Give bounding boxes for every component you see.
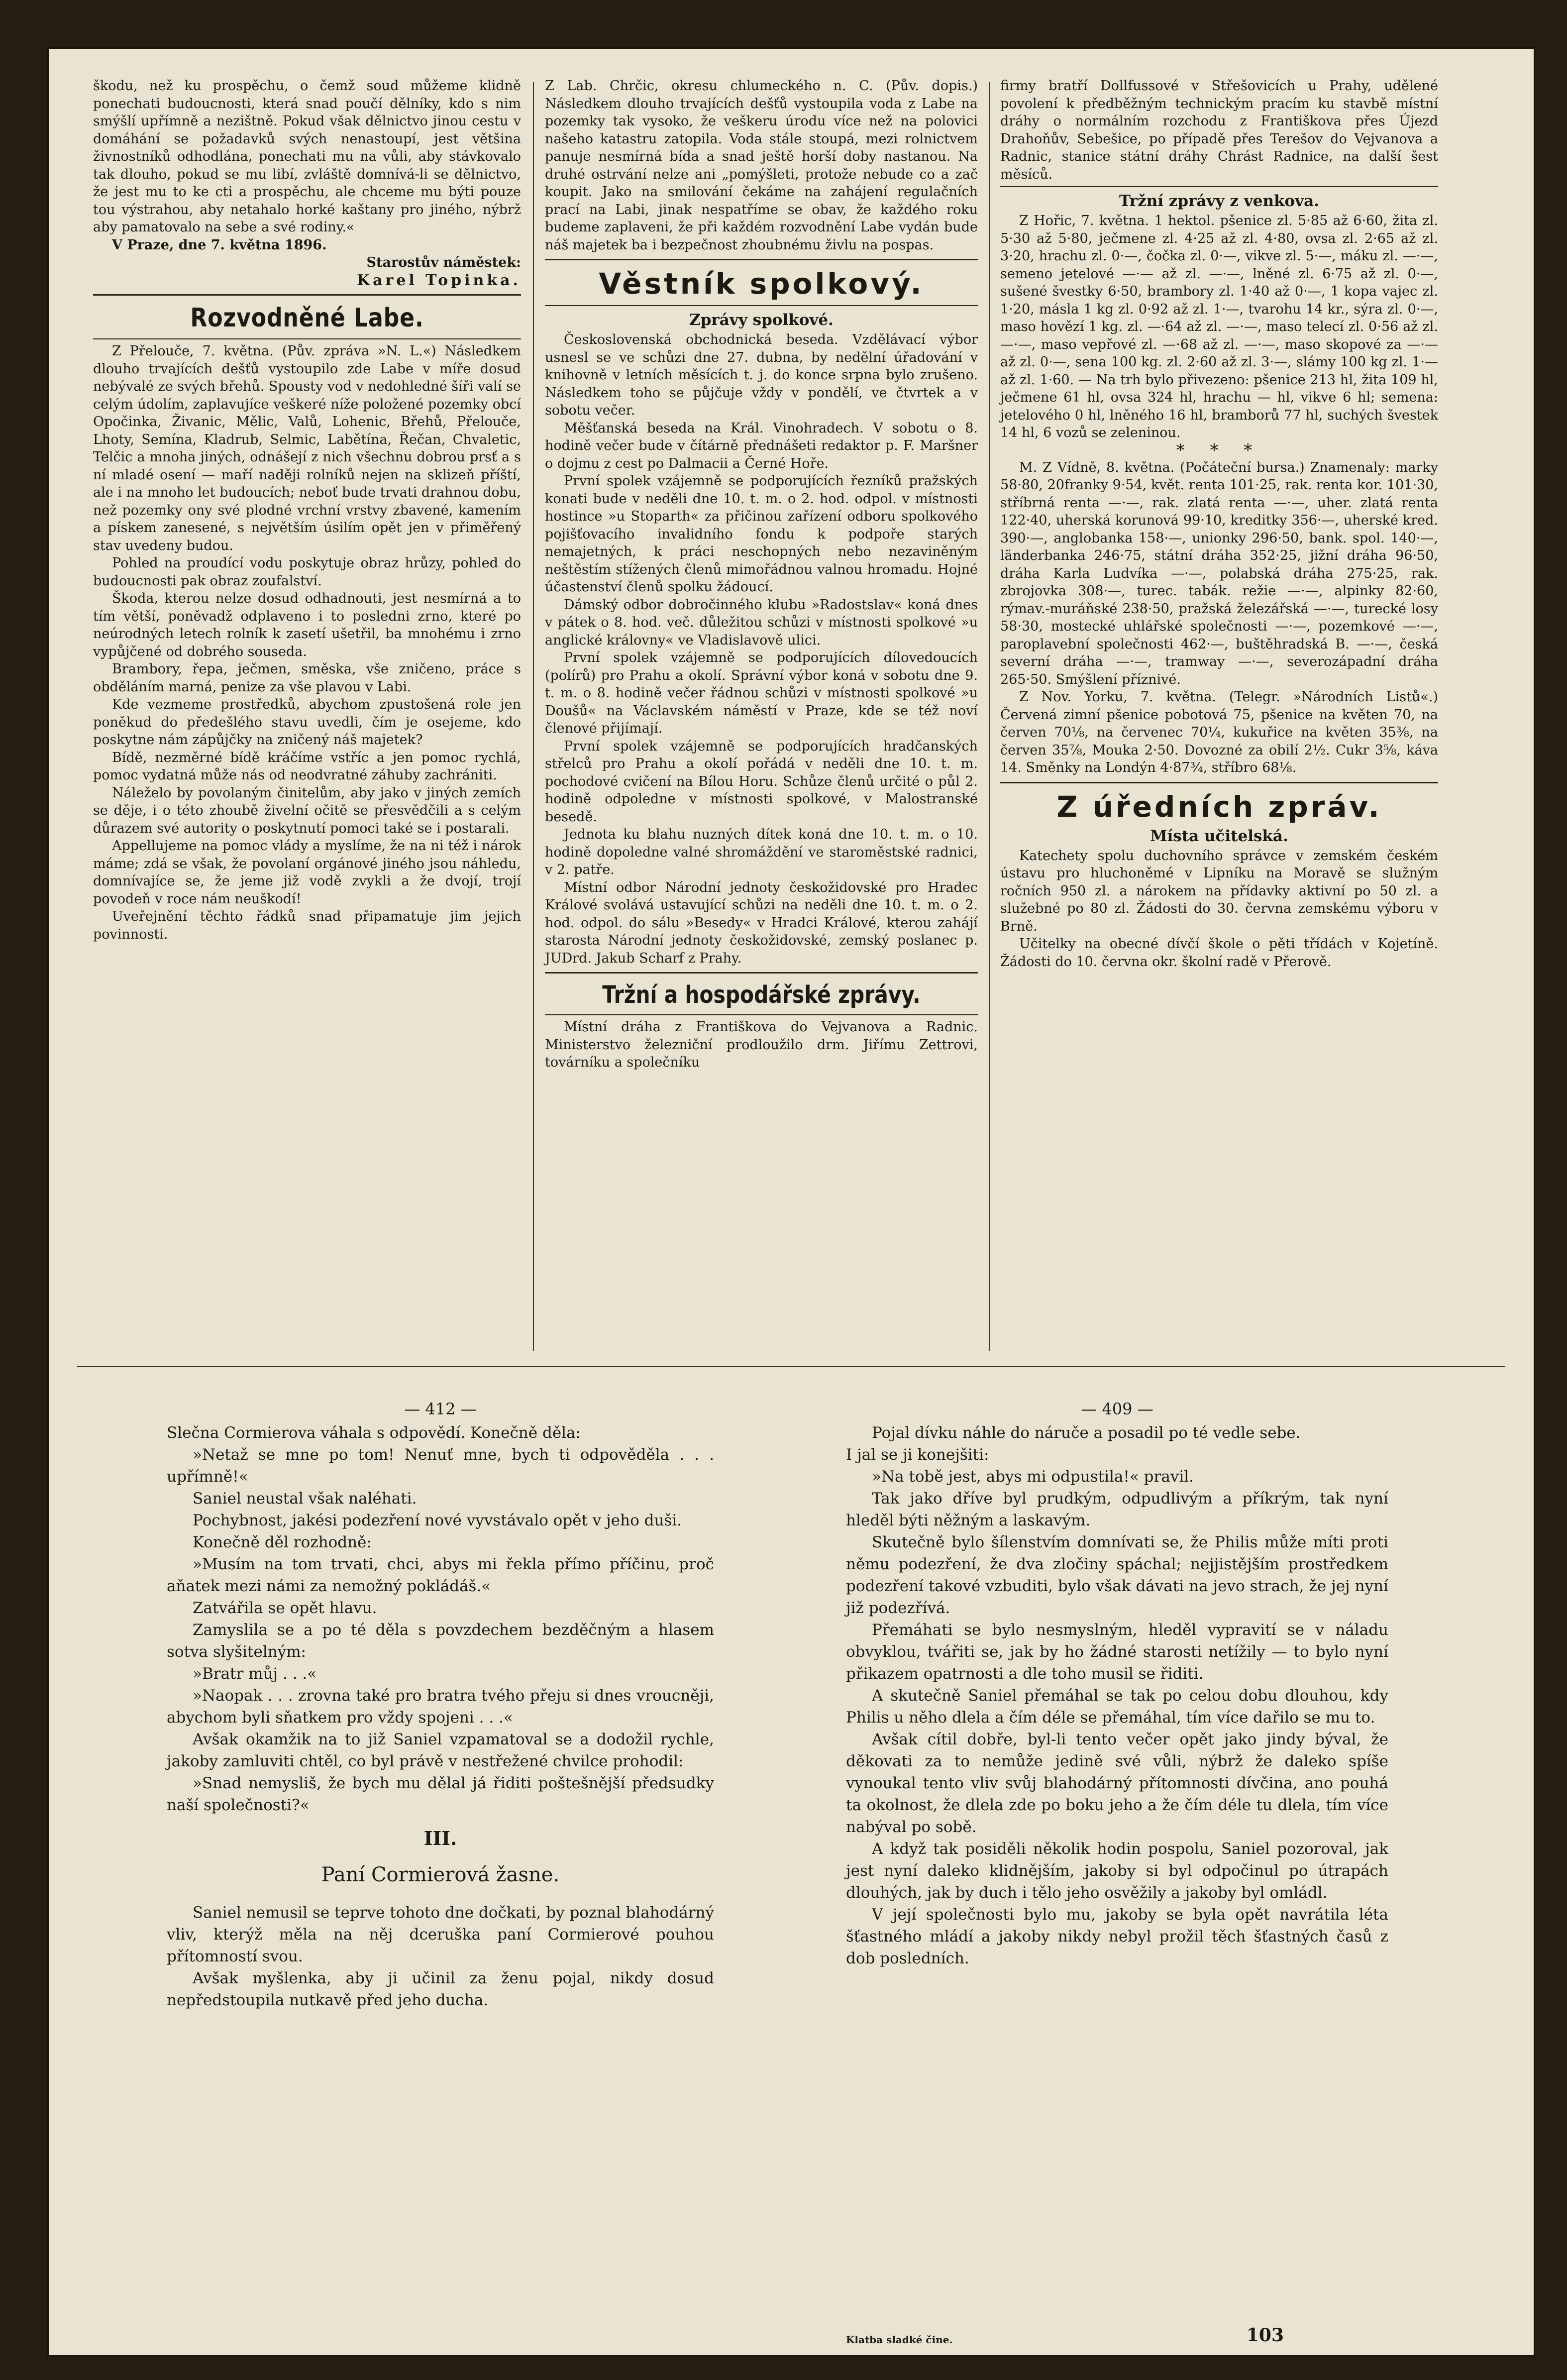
book-text <box>167 1422 714 1816</box>
paragraph: Učitelky na obecné dívčí škole o pěti třídách v Kojetíně. Žádosti do 10. června okr. školní radě v Přerově. <box>1000 936 1438 970</box>
article-body <box>1000 847 1438 971</box>
signature-title: Starostův náměstek: <box>366 255 521 270</box>
news-column-2 <box>545 77 978 1072</box>
page-footer <box>846 2325 1388 2346</box>
divider <box>545 305 978 306</box>
subsection-heading: Zprávy spolkové. <box>689 311 834 329</box>
paragraph: Pochybnost, jakési podezření nové vyvstávalo opět v jeho duši. <box>193 1512 682 1529</box>
paragraph: »Na tobě jest, abys mi odpustila!« pravil. <box>872 1468 1194 1486</box>
paragraph: Pohled na proudící vodu poskytuje obraz hrůzy, pohled do budoucnosti pak obraz zoufalství. <box>93 555 521 589</box>
column-rule <box>533 82 534 1351</box>
paragraph: Měšťanská beseda na Král. Vinohradech. V sobotu o 8. hodině večer bude v čítárně přednášeti redaktor p. F. Maršner o dojmu z cest po Dalmacii a Černé Hoře. <box>545 420 978 471</box>
paragraph: A když tak posiděli několik hodin pospolu, Saniel pozoroval, jak jest nyní daleko klidnějším, jakoby si byl odpočinul po útrapách dlouhých, jak by duch i tělo jeho osvěžily a jakoby byl omládl. <box>846 1840 1388 1902</box>
page-number: — 412 — <box>404 1400 477 1418</box>
news-paragraph: Místní dráha z Františkova do Vejvanova a Radnic. Ministerstvo železniční prodloužilo drm. Jiřímu Zettrovi, továrníku a společníku <box>545 1019 978 1070</box>
paragraph: Appellujeme na pomoc vlády a myslíme, že na ni též i nárok máme; zdá se však, že povolaní orgánové jiného jsou náhledu, domnívajíce se, že jeme již vodě zvykli a že dvojí, trojí povodeň v roce nám neuškodí! <box>93 838 521 907</box>
subsection-heading: Tržní zprávy z venkova. <box>1119 192 1320 210</box>
paragraph: »Netaž se mne po tom! Nenuť mne, bych ti odpověděla . . . upřímně!« <box>167 1446 714 1486</box>
dateline: V Praze, dne 7. května 1896. <box>112 237 327 253</box>
paragraph: »Naopak . . . zrovna také pro bratra tvého přeju si dnes vroucněji, abychom byli sňatkem pro vždy spojeni . . .« <box>167 1687 714 1727</box>
paragraph: Brambory, řepa, ječmen, směska, vše zničeno, práce s obděláním marná, penize za vše plavou v Labi. <box>93 661 521 695</box>
paragraph: První spolek vzájemně se podporujících řezníků pražských konati bude v neděli dne 10. t. m. o 2. hod. odpol. v místnosti hostince »u Stoparth« za přičinou zařízení odboru spolkového pojišťovacího invalidního fondu k podpoře starých nemajetných, k práci neschopných nebo nezaviněným neštěstím stížených členů mimořádnou valnou hromadu. Hojné účastenství členů spolku žádoucí. <box>545 473 978 595</box>
paragraph: Avšak myšlenka, aby ji učinil za ženu pojal, nikdy dosud nepředstoupila nutkavě před jeho ducha. <box>167 1969 714 2009</box>
chapter-title: Paní Cormierová žasne. <box>321 1863 560 1886</box>
article-heading: Rozvodněné Labe. <box>190 303 424 333</box>
paragraph: Tak jako dříve byl prudkým, odpudlivým a příkrým, tak nyní hleděl býti něžným a laskavým. <box>846 1490 1388 1529</box>
paragraph: Zatvářila se opět hlavu. <box>193 1599 377 1617</box>
news-column-1 <box>93 77 521 943</box>
article-body <box>545 331 978 967</box>
paragraph: Místní odbor Národní jednoty českožidovské pro Hradec Králové svolává ustavující schůzi na neděli dne 10. t. m. o 2. hod. odpol. do sálu »Besedy« v Hradci Králové, kterou zahájí starosta Národní jednoty českožidovské, zemský poslanec p. JUDrd. Jakub Scharf z Prahy. <box>545 879 978 966</box>
divider <box>545 972 978 974</box>
news-paragraph: škodu, než ku prospěchu, o čemž soud můžeme klidně ponechati budoucnosti, která snad poučí dělníky, kdo s nim smýšlí upřímně a nezištně. Pokud však dělnictvo jinou cestu v domáhání se požadavků svých nenastoupí, jest většina živnostníků odhodlána, ponechati mu na vůli, aby stávkovalo tak dlouho, pokud se mu libí, zvláště domnívá-li se dělnictvo, že jest mu to ke cti a prospěchu, ale chceme mu býti pouze tou výstrahou, aby netahalo horké kaštany pro jiného, nýbrž aby pamatovalo na sebe a své rodiny.« <box>93 78 521 235</box>
divider <box>545 1014 978 1015</box>
section-separator: * * * <box>1176 440 1262 460</box>
paragraph: Bídě, nezměrné bídě kráčíme vstříc a jen pomoc rychlá, pomoc vydatná může nás od neodvratné záhuby zachrániti. <box>93 750 521 783</box>
book-page-left <box>167 1396 714 2011</box>
divider <box>1000 186 1438 187</box>
divider <box>93 338 521 339</box>
paragraph: I jal se ji konejšiti: <box>846 1446 989 1464</box>
paragraph: Z Hořic, 7. května. 1 hektol. pšenice zl. 5·85 až 6·60, žita zl. 5·30 až 5·80, ječmene zl. 4·25 až zl. 4·80, ovsa zl. 2·65 až zl. 3·20, hrachu zl. 0·—, čočka zl. 0·—, vikve zl. 5·—, máku zl. —·—, semeno jetelové —·— až zl. —·—, lněné zl. 6·75 až zl. 0·—, sušené švestky 6·50, brambory zl. 1·40 až 0·—, 1 kopa vajec zl. 1·20, másla 1 kg zl. 0·92 až zl. 1·—, tvarohu 14 kr., sýra zl. 0·—, maso hovězí 1 kg. zl. —·64 až zl. —·—, maso telecí zl. 0·56 až zl. —·—, maso vepřové zl. —·68 až zl. —·—, maso skopové za —·— až zl. 0·—, sena 100 kg. zl. 2·60 až zl. 3·—, slámy 100 kg zl. 1·— až zl. 1·60. — Na trh bylo přivezeno: pšenice 213 hl, žita 109 hl, ječmene 61 hl, ovsa 324 hl, hrachu — hl, vikve 6 hl; semena: jetelového 0 hl, lněného 16 hl, bramborů 77 hl, suchých švestek 14 hl, 6 vozů se zeleninou. <box>1000 213 1438 440</box>
paragraph: V její společnosti bylo mu, jakoby se byla opět navrátila léta šťastného mládí a jakoby nikdy nebyl prožil těch šťastných časů z dob posledních. <box>846 1906 1388 1967</box>
fold-divider <box>77 1366 1505 1367</box>
paragraph: »Bratr můj . . .« <box>193 1665 317 1683</box>
paragraph: Škoda, kterou nelze dosud odhadnouti, jest nesmírná a to tím větší, poněvadž odplaveno i to posledni zrno, které po neúrodných letech rolník k zasetí ušetřil, ba mnohému i zrno vypůjčené od dobrého souseda. <box>93 591 521 659</box>
paragraph: Konečně děl rozhodně: <box>193 1533 372 1551</box>
news-paragraph: M. Z Vídně, 8. května. (Počáteční bursa.) Znamenaly: marky 58·80, 20franky 9·54, květ. renta 101·25, rak. renta kor. 101·30, stříbrná renta —·—, rak. zlatá renta —·—, uher. zlatá renta 122·40, uherská korunová 99·10, kreditky 356·—, uherské kred. 390·—, anglobanka 158·—, unionky 296·50, bank. spol. 140·—, länderbanka 246·75, státní dráha 352·25, jižní dráha 96·50, dráha Karla Ludvíka —·—, polabská dráha 275·25, rak. zbrojovka 308·—, turec. tabák. režie —·—, alpinky 82·60, rýmav.-muráňské 238·50, pražská železářská —·—, turecké losy 58·30, mostecké uhlářské společnosti —·—, pozemkové —·—, paroplavební společnosti 462·—, buštěhradská B. —·—, česká severní dráha —·—, tramway —·—, severozápadní dráha 265·50. Smýšlení příznivé. <box>1000 459 1438 687</box>
paragraph: Skutečně bylo šílenstvím domnívati se, že Philis může míti proti němu podezření, že dva zločiny spáchal; nejjistějším prostředkem podezření takové vzbuditi, bylo však dávati na jevo strach, že jej nyní již podezřívá. <box>846 1533 1388 1617</box>
printer-signature: Klatba sladké čine. <box>846 2334 953 2346</box>
article-body <box>93 342 521 943</box>
paragraph: »Snad nemysliš, že bych mu dělal já řiditi poštešnější předsudky naší společnosti?« <box>167 1774 714 1814</box>
news-paragraph: Z Lab. Chrčic, okresu chlumeckého n. C. (Pův. dopis.) Následkem dlouho trvajících dešťů vystoupila voda z Labe na pozemky tak vysoko, že veškeru úrodu více než na polovici našeho katastru zatopila. Voda stále stoupá, mezi rolnictvem panuje nesmírná bída a snad ještě horší doby nastanou. Na druhé ostrvání nelze ani „pomýšleti, protože nebude co a zač koupit. Jako na smilování čekáme na zahájení regulačních prací na Labi, jinak nespatříme se obav, že každého roku budeme zaplaveni, že při každém rozvodnění Labe vydán bude náš majetek ba i bezpečnost zhoubnému živlu na pospas. <box>545 78 978 253</box>
paragraph: Československá obchodnická beseda. Vzdělávací výbor usnesl se ve schůzi dne 27. dubna, by nedělní úřadování v knihovně v letních měsících t. j. do konce srpna bylo zrušeno. Následkem toho se půjčuje vždy v pondělí, ve čtvrtek a v sobotu večer. <box>545 332 978 418</box>
paragraph: Přemáhati se bylo nesmyslným, hleděl vypravití se v náladu obvyklou, tvářiti se, jak by ho žádné starosti netížily — to bylo nyní přikazem opatrnosti a dle toho musil se řiditi. <box>846 1621 1388 1683</box>
subsection-heading: Místa učitelská. <box>1150 827 1288 845</box>
paragraph: Avšak okamžik na to již Saniel vzpamatoval se a dodožil rychle, jakoby zamluviti chtěl, co byl právě v nestřežené chvilce prohodil: <box>167 1731 714 1770</box>
paragraph: První spolek vzájemně se podporujících hradčanských střelců pro Prahu a okolí pořádá v neděli dne 10. t. m. pochodové cvičení na Bílou Horu. Schůze členů určité o půl 2. hodině odpoledne v místnosti spolkové, v Malostranské besedě. <box>545 738 978 825</box>
footer-page-number: 103 <box>1246 2325 1284 2346</box>
paragraph: Z Přelouče, 7. května. (Pův. zpráva »N. L.«) Následkem dlouho trvajících dešťů vystoupilo zde Labe v míře dosud nebývalé ze svých břehů. Spousty vod v nedohledné šíři valí se celým údolím, zaplavujíce veškeré níže položené pozemky obcí Opočinka, Živanic, Mělic, Valů, Lohenic, Břehů, Přelouče, Lhoty, Semína, Kladrub, Selmic, Labětína, Řečan, Chvaletic, Telčic a mnoha jiných, odnášejí z nich všechnu dobrou prsť a s ní mladé osení — maří naději rolníků nejen na sklizeň příští, ale i na mnoho let budoucích; neboť bude trvati drahnou dobu, než pozemky ony své plodné vrchní vrstvy zbavené, kamením a pískem zanesené, s největším úsilím opět jen v přiměřený stav uvedeny budou. <box>93 343 521 553</box>
signature-name: Karel Topinka. <box>357 271 521 289</box>
article-body <box>1000 212 1438 442</box>
paragraph: A skutečně Saniel přemáhal se tak po celou dobu dlouhou, kdy Philis u něho dlela a čím déle se přemáhal, tím více dařilo se mu to. <box>846 1687 1388 1727</box>
paragraph: Slečna Cormierova váhala s odpovědí. Konečně děla: <box>167 1424 581 1442</box>
paragraph: »Musím na tom trvati, chci, abys mi řekla přímo příčinu, proč aňatek mezi námi za nemožný pokládáš.« <box>167 1555 714 1595</box>
news-paragraph: firmy bratří Dollfussové v Střešovicích u Prahy, udělené povolení k předběžným technickým pracím ku stavbě místní dráhy o normálním rozchodu z Františkova přes Újezd Drahoňův, Sebešice, po případě přes Terešov do Vejvanova a Radnic, stanice státní dráhy Chrást Radnice, na další šest měsíců. <box>1000 78 1438 182</box>
paragraph: Saniel nemusil se teprve tohoto dne dočkati, by poznal blahodárný vliv, kterýž měla na něj dceruška paní Cormierové pouhou přítomností svou. <box>167 1904 714 1965</box>
chapter-number: III. <box>423 1827 457 1849</box>
scanned-page <box>47 47 1535 2357</box>
section-heading: Věstník spolkový. <box>599 267 924 301</box>
divider <box>545 259 978 260</box>
paragraph: Pojal dívku náhle do náruče a posadil po té vedle sebe. <box>872 1424 1301 1442</box>
page-number: — 409 — <box>1081 1400 1153 1418</box>
section-heading: Tržní a hospodářské zprávy. <box>602 981 921 1009</box>
paragraph: Kde vezmeme prostředků, abychom zpustošená role jen poněkud do předešlého stavu uvedli, čím je osejeme, kdo poskytne nám zápůjčky na zničený náš majetek? <box>93 697 521 748</box>
column-rule <box>989 82 990 1351</box>
paragraph: Uveřejnění těchto řádků snad připamatuje jim jejich povinnosti. <box>93 909 521 942</box>
paragraph: Náleželo by povolaným činitelům, aby jako v jiných zemích se děje, i o této zhoubě živelní očitě se přesvědčili a s celým důrazem své autority o poskytnutí pomoci také se i postarali. <box>93 785 521 836</box>
paragraph: Katechety spolu duchovního správce v zemském českém ústavu pro hluchoněmé v Lipníku na Moravě se služným ročních 950 zl. a nárokem na přídavky aktivní po 50 zl. a služebné po 80 zl. Žádosti do 30. června zemskému výboru v Brně. <box>1000 848 1438 934</box>
divider <box>1000 782 1438 783</box>
paragraph: Jednota ku blahu nuzných dítek koná dne 10. t. m. o 10. hodině dopoledne valné shromáždění ve staroměstské radnici, v 2. patře. <box>545 827 978 877</box>
divider <box>93 294 521 296</box>
news-column-3 <box>1000 77 1438 971</box>
book-text <box>846 1422 1388 1969</box>
paragraph: Zamyslila se a po té děla s povzdechem bezděčným a hlasem sotva slyšitelným: <box>167 1621 714 1661</box>
book-text <box>167 1902 714 2011</box>
book-page-right <box>846 1396 1388 1969</box>
news-paragraph: Z Nov. Yorku, 7. května. (Telegr. »Národních Listů«.) Červená zimní pšenice pobotová 75, pšenice na květen 70, na červen 70⅛, na červenec 70¼, kukuřice na květen 35⅜, na červen 35⅞, Mouka 2·50. Dovozné za obilí 2½. Cukr 3⅝, káva 14. Směnky na Londýn 4·87¾, stříbro 68⅛. <box>1000 689 1438 775</box>
paragraph: Saniel neustal však naléhati. <box>193 1490 417 1508</box>
section-heading: Z úředních zpráv. <box>1056 789 1382 824</box>
paragraph: První spolek vzájemně se podporujících dílovedoucích (polírů) pro Prahu a okolí. Správní výbor koná v sobotu dne 9. t. m. o 8. hodině večer řádnou schůzi v místnosti spolkové »u Doušů« na Václavském náměstí v Praze, kde se též noví členové přijímají. <box>545 650 978 736</box>
paragraph: Dámský odbor dobročinného klubu »Radostslav« koná dnes v pátek o 8. hod. več. důležitou schůzi v místnosti spolkové »u anglické královny« ve Vladislavově ulici. <box>545 597 978 648</box>
paragraph: Avšak cítil dobře, byl-li tento večer opět jako jindy býval, že děkovati za to nemůže jedině své vůli, nýbrž že daleko spíše vynoukal tento vliv svůj blahodárný přítomnosti dívčina, ano pouhá ta okolnost, že dlela zde po boku jeho a že čím déle tu dlela, tím více nabýval po sobě. <box>846 1731 1388 1836</box>
